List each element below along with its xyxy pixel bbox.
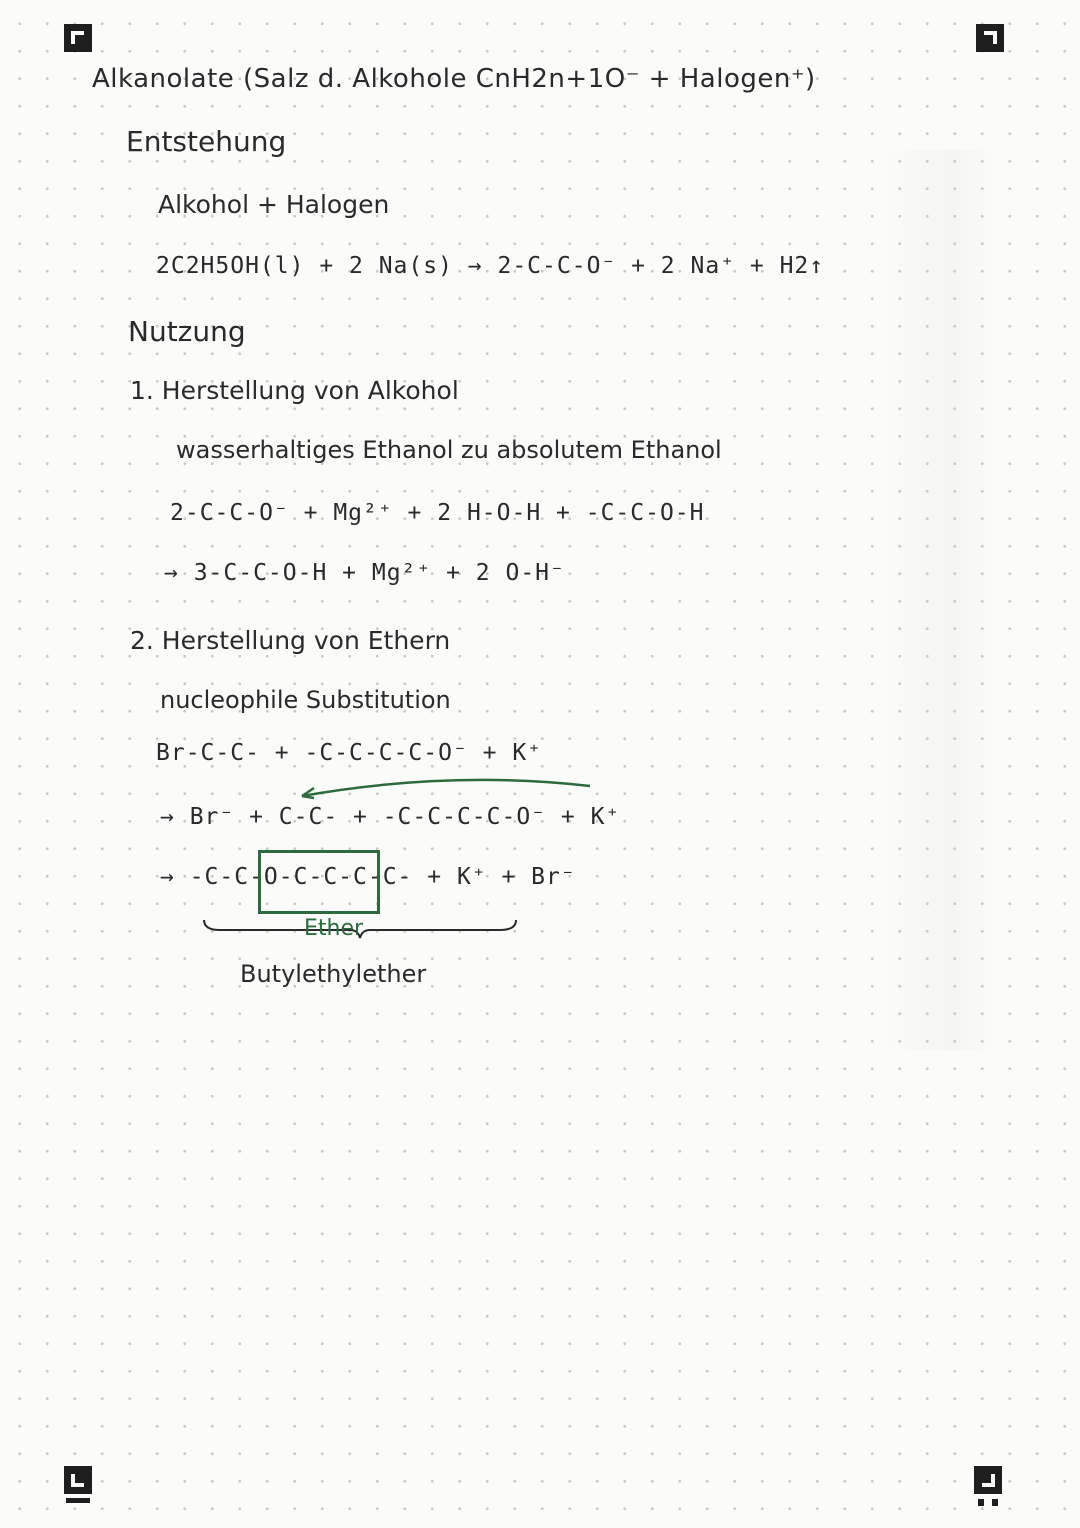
item-1-title: 1. Herstellung von Alkohol <box>130 376 459 405</box>
item-2-description: nucleophile Substitution <box>160 686 451 714</box>
corner-mark-icon <box>972 18 1008 58</box>
reaction-line-2: → 3-C-C-O-H + Mg²⁺ + 2 O-H⁻ <box>164 560 565 586</box>
reaction-line-1: 2-C-C-O⁻ + Mg²⁺ + 2 H-O-H + -C-C-O-H <box>170 500 705 526</box>
heading-entstehung: Entstehung <box>126 125 287 158</box>
substitution-line-3: → -C-C-O-C-C-C-C- + K⁺ + Br⁻ <box>160 864 576 890</box>
electron-shift-arrow <box>290 776 600 802</box>
corner-mark-icon <box>60 18 96 58</box>
page-title: Alkanolate (Salz d. Alkohole CnH2n+1O⁻ + Halogen⁺) <box>92 64 816 94</box>
subheading-alkohol-halogen: Alkohol + Halogen <box>158 190 390 219</box>
heading-nutzung: Nutzung <box>128 315 246 348</box>
substitution-line-1: Br-C-C- + -C-C-C-C-O⁻ + K⁺ <box>156 740 543 766</box>
ether-label: Ether <box>304 916 364 941</box>
ether-highlight-box <box>258 850 380 914</box>
product-name: Butylethylether <box>240 960 427 988</box>
item-2-title: 2. Herstellung von Ethern <box>130 626 451 655</box>
substitution-line-2: → Br⁻ + C-C- + -C-C-C-C-O⁻ + K⁺ <box>160 804 621 830</box>
equation-entstehung: 2C2H5OH(l) + 2 Na(s) → 2-C-C-O⁻ + 2 Na⁺ + H2↑ <box>156 253 825 279</box>
corner-mark-icon <box>970 1462 1006 1510</box>
item-1-description: wasserhaltiges Ethanol zu absolutem Ethanol <box>176 436 722 464</box>
corner-mark-icon <box>60 1462 96 1510</box>
bleed-through-shading <box>880 150 1000 1050</box>
